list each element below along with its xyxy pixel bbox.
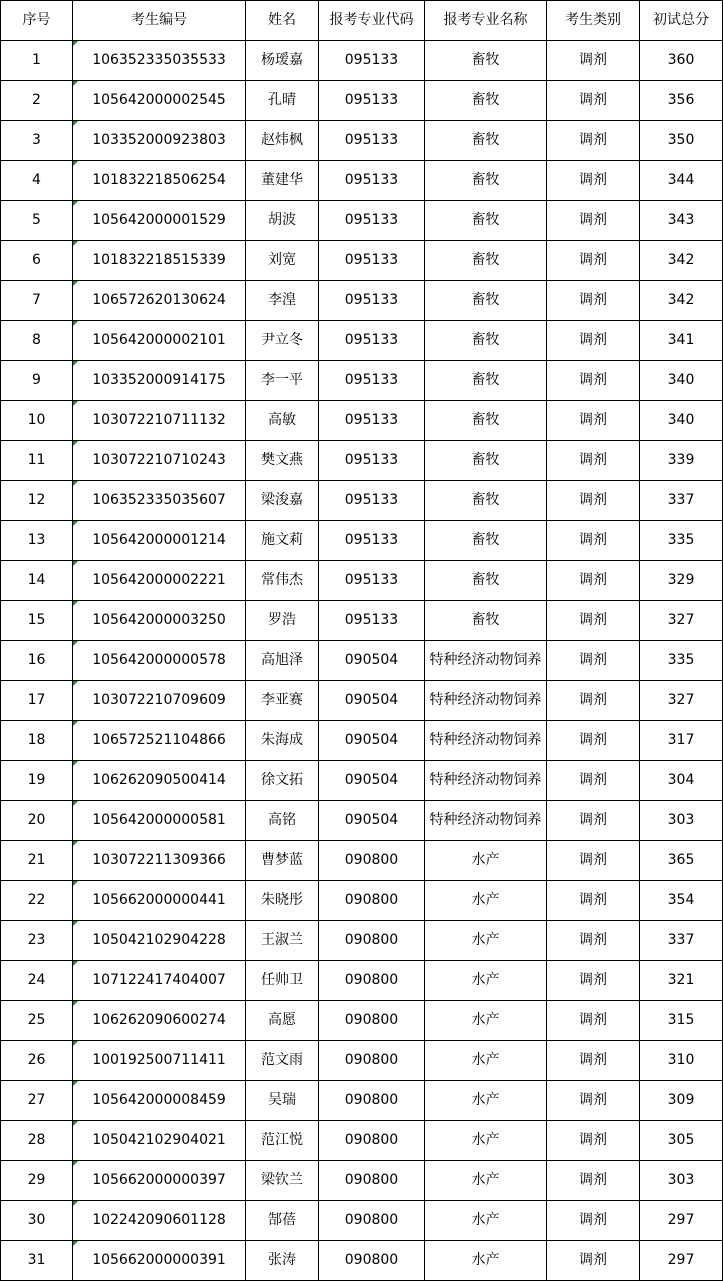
seq-cell: 16: [1, 641, 73, 681]
name-cell: 张涛: [246, 1241, 319, 1281]
exam-id-cell: 107122417404007: [73, 961, 246, 1001]
header-seq: 序号: [1, 1, 73, 41]
major-code-cell: 095133: [319, 41, 425, 81]
name-cell: 胡波: [246, 201, 319, 241]
score-cell: 297: [640, 1241, 723, 1281]
major-code-cell: 090800: [319, 1201, 425, 1241]
category-cell: 调剂: [547, 161, 640, 201]
name-cell: 常伟杰: [246, 561, 319, 601]
seq-cell: 4: [1, 161, 73, 201]
exam-id-cell: 106352335035533: [73, 41, 246, 81]
table-row: [1, 81, 723, 121]
name-cell: 郜蓓: [246, 1201, 319, 1241]
major-code-cell: 090504: [319, 681, 425, 721]
exam-id-cell: 105642000001214: [73, 521, 246, 561]
major-name-cell: 水产: [425, 841, 547, 881]
score-cell: 337: [640, 921, 723, 961]
score-cell: 340: [640, 361, 723, 401]
major-code-cell: 095133: [319, 161, 425, 201]
score-cell: 339: [640, 441, 723, 481]
seq-cell: 26: [1, 1041, 73, 1081]
seq-cell: 9: [1, 361, 73, 401]
exam-id-cell: 105662000000397: [73, 1161, 246, 1201]
exam-id-cell: 103352000923803: [73, 121, 246, 161]
seq-cell: 7: [1, 281, 73, 321]
major-name-cell: 畜牧: [425, 601, 547, 641]
major-name-cell: 水产: [425, 921, 547, 961]
seq-cell: 11: [1, 441, 73, 481]
major-code-cell: 090800: [319, 1081, 425, 1121]
major-name-cell: 水产: [425, 961, 547, 1001]
score-cell: 354: [640, 881, 723, 921]
major-code-cell: 095133: [319, 121, 425, 161]
score-cell: 360: [640, 41, 723, 81]
name-cell: 董建华: [246, 161, 319, 201]
exam-id-cell: 105642000001529: [73, 201, 246, 241]
score-cell: 310: [640, 1041, 723, 1081]
table-header: [1, 1, 723, 41]
major-name-cell: 畜牧: [425, 481, 547, 521]
name-cell: 高铭: [246, 801, 319, 841]
major-name-cell: 畜牧: [425, 281, 547, 321]
major-code-cell: 090504: [319, 641, 425, 681]
major-code-cell: 095133: [319, 561, 425, 601]
category-cell: 调剂: [547, 761, 640, 801]
major-name-cell: 畜牧: [425, 161, 547, 201]
category-cell: 调剂: [547, 81, 640, 121]
table-row: [1, 241, 723, 281]
major-name-cell: 特种经济动物饲养: [425, 681, 547, 721]
name-cell: 朱海成: [246, 721, 319, 761]
header-category: 考生类别: [547, 1, 640, 41]
name-cell: 徐文拓: [246, 761, 319, 801]
major-code-cell: 090800: [319, 1161, 425, 1201]
name-cell: 杨瑷嘉: [246, 41, 319, 81]
category-cell: 调剂: [547, 1241, 640, 1281]
exam-id-cell: 106572620130624: [73, 281, 246, 321]
major-code-cell: 090800: [319, 841, 425, 881]
score-cell: 356: [640, 81, 723, 121]
exam-id-cell: 105642000000578: [73, 641, 246, 681]
name-cell: 孔晴: [246, 81, 319, 121]
table-row: [1, 481, 723, 521]
table-row: [1, 401, 723, 441]
exam-id-cell: 105642000008459: [73, 1081, 246, 1121]
seq-cell: 13: [1, 521, 73, 561]
score-cell: 304: [640, 761, 723, 801]
score-cell: 303: [640, 801, 723, 841]
category-cell: 调剂: [547, 681, 640, 721]
name-cell: 李亚赛: [246, 681, 319, 721]
score-cell: 321: [640, 961, 723, 1001]
seq-cell: 20: [1, 801, 73, 841]
major-name-cell: 畜牧: [425, 401, 547, 441]
table-row: [1, 441, 723, 481]
table-row: [1, 1041, 723, 1081]
exam-id-cell: 105642000000581: [73, 801, 246, 841]
seq-cell: 3: [1, 121, 73, 161]
category-cell: 调剂: [547, 121, 640, 161]
seq-cell: 17: [1, 681, 73, 721]
seq-cell: 8: [1, 321, 73, 361]
name-cell: 李一平: [246, 361, 319, 401]
category-cell: 调剂: [547, 841, 640, 881]
category-cell: 调剂: [547, 721, 640, 761]
category-cell: 调剂: [547, 1201, 640, 1241]
major-name-cell: 畜牧: [425, 121, 547, 161]
header-exam-id: 考生编号: [73, 1, 246, 41]
major-code-cell: 095133: [319, 241, 425, 281]
score-cell: 309: [640, 1081, 723, 1121]
score-cell: 327: [640, 681, 723, 721]
major-code-cell: 095133: [319, 401, 425, 441]
major-code-cell: 095133: [319, 521, 425, 561]
major-code-cell: 095133: [319, 81, 425, 121]
major-code-cell: 090800: [319, 961, 425, 1001]
name-cell: 樊文燕: [246, 441, 319, 481]
score-cell: 327: [640, 601, 723, 641]
major-name-cell: 畜牧: [425, 41, 547, 81]
table-row: [1, 121, 723, 161]
score-cell: 315: [640, 1001, 723, 1041]
name-cell: 曹梦蓝: [246, 841, 319, 881]
major-name-cell: 水产: [425, 1001, 547, 1041]
exam-id-cell: 106262090600274: [73, 1001, 246, 1041]
category-cell: 调剂: [547, 481, 640, 521]
table-row: [1, 641, 723, 681]
table-row: [1, 361, 723, 401]
major-code-cell: 090800: [319, 1041, 425, 1081]
table-row: [1, 1121, 723, 1161]
score-cell: 344: [640, 161, 723, 201]
major-code-cell: 090800: [319, 1121, 425, 1161]
score-cell: 303: [640, 1161, 723, 1201]
major-code-cell: 090800: [319, 1241, 425, 1281]
table-row: [1, 561, 723, 601]
major-name-cell: 畜牧: [425, 201, 547, 241]
seq-cell: 30: [1, 1201, 73, 1241]
major-code-cell: 090800: [319, 921, 425, 961]
table-row: [1, 761, 723, 801]
score-cell: 335: [640, 521, 723, 561]
exam-id-cell: 103072211309366: [73, 841, 246, 881]
score-cell: 340: [640, 401, 723, 441]
category-cell: 调剂: [547, 401, 640, 441]
exam-id-cell: 100192500711411: [73, 1041, 246, 1081]
seq-cell: 19: [1, 761, 73, 801]
category-cell: 调剂: [547, 281, 640, 321]
table-row: [1, 801, 723, 841]
header-name: 姓名: [246, 1, 319, 41]
seq-cell: 6: [1, 241, 73, 281]
seq-cell: 29: [1, 1161, 73, 1201]
major-name-cell: 水产: [425, 1241, 547, 1281]
major-name-cell: 畜牧: [425, 361, 547, 401]
category-cell: 调剂: [547, 601, 640, 641]
seq-cell: 15: [1, 601, 73, 641]
major-name-cell: 畜牧: [425, 81, 547, 121]
name-cell: 朱晓彤: [246, 881, 319, 921]
major-name-cell: 畜牧: [425, 441, 547, 481]
table-row: [1, 1241, 723, 1281]
exam-id-cell: 106352335035607: [73, 481, 246, 521]
table-row: [1, 1081, 723, 1121]
table-row: [1, 921, 723, 961]
seq-cell: 25: [1, 1001, 73, 1041]
table-row: [1, 1161, 723, 1201]
exam-id-cell: 101832218515339: [73, 241, 246, 281]
exam-id-cell: 105662000000391: [73, 1241, 246, 1281]
exam-id-cell: 106262090500414: [73, 761, 246, 801]
category-cell: 调剂: [547, 1121, 640, 1161]
exam-id-cell: 105642000002221: [73, 561, 246, 601]
category-cell: 调剂: [547, 881, 640, 921]
major-code-cell: 095133: [319, 601, 425, 641]
table-row: [1, 841, 723, 881]
major-code-cell: 090504: [319, 801, 425, 841]
exam-id-cell: 103072210709609: [73, 681, 246, 721]
table-row: [1, 601, 723, 641]
seq-cell: 24: [1, 961, 73, 1001]
category-cell: 调剂: [547, 801, 640, 841]
major-code-cell: 095133: [319, 441, 425, 481]
category-cell: 调剂: [547, 241, 640, 281]
major-name-cell: 水产: [425, 1081, 547, 1121]
header-score: 初试总分: [640, 1, 723, 41]
name-cell: 赵炜枫: [246, 121, 319, 161]
category-cell: 调剂: [547, 1081, 640, 1121]
major-name-cell: 特种经济动物饲养: [425, 641, 547, 681]
exam-id-cell: 105642000002101: [73, 321, 246, 361]
category-cell: 调剂: [547, 1161, 640, 1201]
category-cell: 调剂: [547, 361, 640, 401]
category-cell: 调剂: [547, 1041, 640, 1081]
score-cell: 343: [640, 201, 723, 241]
major-name-cell: 特种经济动物饲养: [425, 761, 547, 801]
major-code-cell: 090800: [319, 881, 425, 921]
seq-cell: 23: [1, 921, 73, 961]
name-cell: 高敏: [246, 401, 319, 441]
table-row: [1, 721, 723, 761]
exam-id-cell: 103072210711132: [73, 401, 246, 441]
score-cell: 297: [640, 1201, 723, 1241]
major-name-cell: 水产: [425, 1041, 547, 1081]
category-cell: 调剂: [547, 321, 640, 361]
score-cell: 317: [640, 721, 723, 761]
table-row: [1, 881, 723, 921]
major-code-cell: 095133: [319, 321, 425, 361]
table-row: [1, 201, 723, 241]
category-cell: 调剂: [547, 921, 640, 961]
category-cell: 调剂: [547, 41, 640, 81]
score-cell: 329: [640, 561, 723, 601]
major-code-cell: 090504: [319, 761, 425, 801]
score-cell: 350: [640, 121, 723, 161]
name-cell: 高旭泽: [246, 641, 319, 681]
major-code-cell: 095133: [319, 481, 425, 521]
exam-id-cell: 102242090601128: [73, 1201, 246, 1241]
seq-cell: 2: [1, 81, 73, 121]
table-row: [1, 1001, 723, 1041]
exam-id-cell: 106572521104866: [73, 721, 246, 761]
exam-id-cell: 103352000914175: [73, 361, 246, 401]
seq-cell: 12: [1, 481, 73, 521]
header-row: [1, 1, 723, 41]
major-name-cell: 畜牧: [425, 241, 547, 281]
seq-cell: 31: [1, 1241, 73, 1281]
major-name-cell: 畜牧: [425, 521, 547, 561]
exam-id-cell: 105662000000441: [73, 881, 246, 921]
exam-id-cell: 105042102904228: [73, 921, 246, 961]
category-cell: 调剂: [547, 961, 640, 1001]
category-cell: 调剂: [547, 641, 640, 681]
seq-cell: 18: [1, 721, 73, 761]
score-cell: 305: [640, 1121, 723, 1161]
major-name-cell: 水产: [425, 1121, 547, 1161]
score-cell: 365: [640, 841, 723, 881]
name-cell: 王淑兰: [246, 921, 319, 961]
major-name-cell: 特种经济动物饲养: [425, 721, 547, 761]
header-major-name: 报考专业名称: [425, 1, 547, 41]
name-cell: 任帅卫: [246, 961, 319, 1001]
name-cell: 吴瑞: [246, 1081, 319, 1121]
major-code-cell: 095133: [319, 361, 425, 401]
seq-cell: 27: [1, 1081, 73, 1121]
category-cell: 调剂: [547, 201, 640, 241]
name-cell: 梁钦兰: [246, 1161, 319, 1201]
score-cell: 341: [640, 321, 723, 361]
score-cell: 335: [640, 641, 723, 681]
category-cell: 调剂: [547, 1001, 640, 1041]
name-cell: 李湟: [246, 281, 319, 321]
score-cell: 342: [640, 241, 723, 281]
major-code-cell: 090800: [319, 1001, 425, 1041]
major-code-cell: 095133: [319, 201, 425, 241]
name-cell: 范江悦: [246, 1121, 319, 1161]
major-name-cell: 畜牧: [425, 561, 547, 601]
score-cell: 337: [640, 481, 723, 521]
table-row: [1, 161, 723, 201]
exam-id-cell: 101832218506254: [73, 161, 246, 201]
major-code-cell: 095133: [319, 281, 425, 321]
table-row: [1, 1201, 723, 1241]
category-cell: 调剂: [547, 561, 640, 601]
seq-cell: 1: [1, 41, 73, 81]
seq-cell: 10: [1, 401, 73, 441]
major-name-cell: 水产: [425, 881, 547, 921]
name-cell: 刘宽: [246, 241, 319, 281]
seq-cell: 28: [1, 1121, 73, 1161]
table-row: [1, 681, 723, 721]
score-cell: 342: [640, 281, 723, 321]
name-cell: 尹立冬: [246, 321, 319, 361]
major-code-cell: 090504: [319, 721, 425, 761]
table-body: [1, 41, 723, 1281]
table-row: [1, 521, 723, 561]
name-cell: 范文雨: [246, 1041, 319, 1081]
seq-cell: 5: [1, 201, 73, 241]
name-cell: 高愿: [246, 1001, 319, 1041]
table-row: [1, 41, 723, 81]
name-cell: 梁浚嘉: [246, 481, 319, 521]
exam-id-cell: 105642000003250: [73, 601, 246, 641]
seq-cell: 14: [1, 561, 73, 601]
category-cell: 调剂: [547, 521, 640, 561]
exam-id-cell: 105642000002545: [73, 81, 246, 121]
table-row: [1, 321, 723, 361]
header-major-code: 报考专业代码: [319, 1, 425, 41]
category-cell: 调剂: [547, 441, 640, 481]
seq-cell: 22: [1, 881, 73, 921]
table-row: [1, 961, 723, 1001]
major-name-cell: 畜牧: [425, 321, 547, 361]
table-row: [1, 281, 723, 321]
exam-id-cell: 103072210710243: [73, 441, 246, 481]
name-cell: 施文莉: [246, 521, 319, 561]
major-name-cell: 特种经济动物饲养: [425, 801, 547, 841]
exam-id-cell: 105042102904021: [73, 1121, 246, 1161]
name-cell: 罗浩: [246, 601, 319, 641]
major-name-cell: 水产: [425, 1161, 547, 1201]
seq-cell: 21: [1, 841, 73, 881]
major-name-cell: 水产: [425, 1201, 547, 1241]
